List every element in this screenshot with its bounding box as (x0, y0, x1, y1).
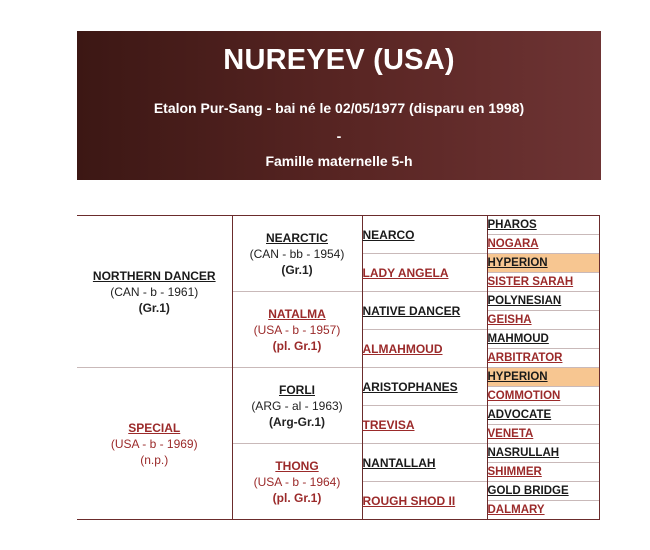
horse-link[interactable]: LADY ANGELA (362, 265, 449, 280)
page-title: NUREYEV (USA) (223, 44, 455, 76)
horse-link[interactable]: NEARCO (362, 227, 415, 242)
g4-cell (487, 216, 599, 235)
sire-grade: (Gr.1) (138, 300, 170, 315)
g4-cell (487, 406, 599, 425)
horse-link[interactable]: GOLD BRIDGE (487, 485, 569, 497)
horse-description: Etalon Pur-Sang - bai né le 02/05/1977 (disparu en 1998) (153, 100, 525, 116)
horse-link[interactable]: NATIVE DANCER (362, 303, 461, 318)
maternal-family: Famille maternelle 5-h (265, 153, 413, 169)
horse-link[interactable]: ALMAHMOUD (362, 341, 443, 356)
g4-cell (487, 273, 599, 292)
g4-cell (487, 235, 599, 254)
dam-link[interactable]: SPECIAL (128, 420, 181, 435)
g4-cell (487, 311, 599, 330)
granddam-cell (232, 444, 362, 520)
g4-cell-highlighted (487, 368, 599, 387)
page-header (77, 31, 601, 180)
horse-link[interactable]: SISTER SARAH (487, 276, 574, 288)
horse-link[interactable]: NASRULLAH (487, 447, 560, 459)
grandsire-cell (232, 216, 362, 292)
dam-cell (77, 368, 232, 520)
horse-link[interactable]: DALMARY (487, 504, 545, 516)
g4-cell-highlighted (487, 254, 599, 273)
g3-cell (362, 444, 487, 482)
horse-link[interactable]: ARISTOPHANES (362, 379, 458, 394)
horse-link[interactable]: NOGARA (487, 238, 539, 250)
sire-link[interactable]: NORTHERN DANCER (92, 268, 216, 283)
dam-info: (USA - b - 1969) (110, 436, 198, 451)
horse-link[interactable]: ADVOCATE (487, 409, 552, 421)
g3-cell (362, 216, 487, 254)
g4-cell (487, 501, 599, 520)
separator-dash: - (336, 128, 342, 144)
g4-cell (487, 349, 599, 368)
g3-cell (362, 406, 487, 444)
sire-info: (CAN - b - 1961) (110, 284, 199, 299)
sire-cell (77, 216, 232, 368)
horse-link[interactable]: TREVISA (362, 417, 415, 432)
horse-grade: (pl. Gr.1) (272, 490, 322, 505)
g4-cell (487, 444, 599, 463)
horse-link[interactable]: MAHMOUD (487, 333, 549, 345)
g3-cell (362, 368, 487, 406)
horse-info: (ARG - al - 1963) (251, 398, 343, 413)
horse-grade: (pl. Gr.1) (272, 338, 322, 353)
horse-link[interactable]: VENETA (487, 428, 534, 440)
horse-link[interactable]: ROUGH SHOD II (362, 493, 456, 508)
horse-link[interactable]: HYPERION (487, 257, 548, 269)
horse-link[interactable]: NEARCTIC (266, 230, 328, 245)
horse-link[interactable]: POLYNESIAN (487, 295, 562, 307)
g3-cell (362, 482, 487, 520)
horse-info: (CAN - bb - 1954) (249, 246, 345, 261)
dam-grade: (n.p.) (140, 452, 169, 467)
g4-cell (487, 425, 599, 444)
horse-grade: (Arg-Gr.1) (268, 414, 325, 429)
horse-info: (USA - b - 1964) (253, 474, 341, 489)
g4-cell (487, 387, 599, 406)
horse-link[interactable]: GEISHA (487, 314, 532, 326)
grandsire-cell (232, 368, 362, 444)
g3-cell (362, 254, 487, 292)
table-row (77, 368, 599, 387)
horse-link[interactable]: COMMOTION (487, 390, 561, 402)
table-row (77, 216, 599, 235)
horse-grade: (Gr.1) (281, 262, 313, 277)
g4-cell (487, 330, 599, 349)
horse-link[interactable]: THONG (275, 458, 319, 473)
g4-cell (487, 463, 599, 482)
pedigree-table (77, 215, 600, 520)
g4-cell (487, 482, 599, 501)
horse-info: (USA - b - 1957) (253, 322, 341, 337)
horse-link[interactable]: ARBITRATOR (487, 352, 563, 364)
g4-cell (487, 292, 599, 311)
horse-link[interactable]: SHIMMER (487, 466, 542, 478)
horse-link[interactable]: NATALMA (268, 306, 326, 321)
horse-link[interactable]: PHAROS (487, 219, 537, 231)
g3-cell (362, 292, 487, 330)
granddam-cell (232, 292, 362, 368)
horse-link[interactable]: FORLI (279, 382, 315, 397)
g3-cell (362, 330, 487, 368)
horse-link[interactable]: HYPERION (487, 371, 548, 383)
horse-link[interactable]: NANTALLAH (362, 455, 436, 470)
